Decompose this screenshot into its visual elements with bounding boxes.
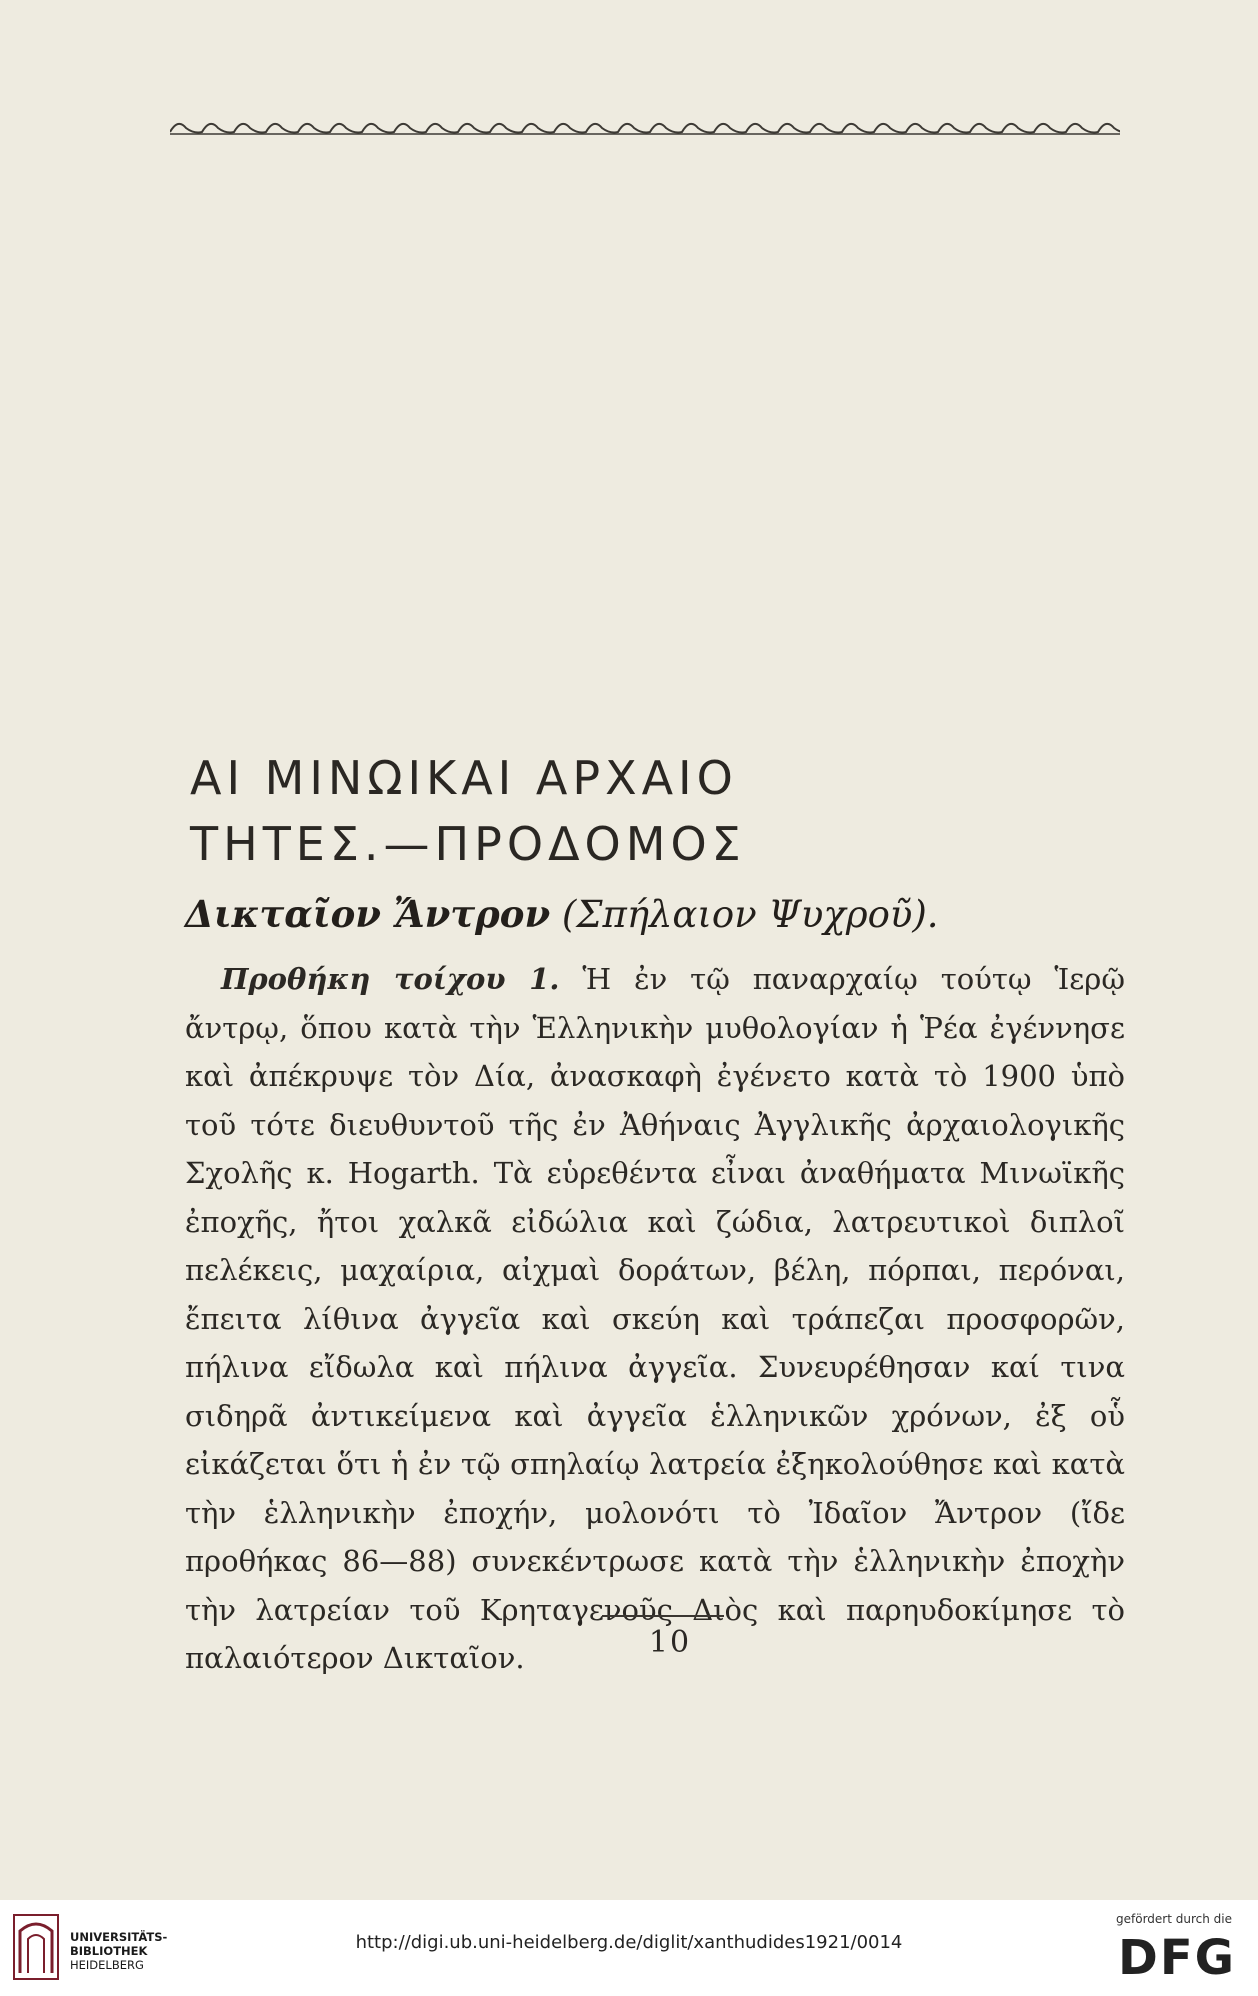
page-title xyxy=(190,745,746,877)
library-line-2: BIBLIOTHEK xyxy=(70,1944,148,1958)
library-line-3: HEIDELBERG xyxy=(70,1958,144,1972)
section-heading-rest: (Σπήλαιον Ψυχροῦ). xyxy=(550,893,939,936)
body-paragraph xyxy=(185,955,1125,1683)
library-line-1: UNIVERSITÄTS- xyxy=(70,1930,168,1944)
funding-caption: gefördert durch die xyxy=(1116,1912,1232,1926)
paragraph-text: Ἡ ἐν τῷ παναρχαίῳ τούτῳ Ἱερῷ ἄντρῳ, ὅπου κατὰ τὴν Ἑλληνικὴν μυθολογίαν ἡ Ῥέα ἐγέννησε καὶ ἀπέκρυψε τὸν Δία, ἀνασκαφὴ ἐγένετο κατὰ τὸ 1900 ὑπὸ τοῦ τότε διευθυντοῦ τῆς ἐν Ἀθήναις Ἀγγλικῆς ἀρχαιολογικῆς Σχολῆς κ. Hogarth. Τὰ εὑρεθέντα εἶναι ἀναθήματα Μινωϊκῆς ἐποχῆς, ἤτοι χαλκᾶ εἰδώλια καὶ ζώδια, λατρευτικοὶ διπλοῖ πελέκεις, μαχαίρια, αἰχμαὶ δοράτων, βέλη, πόρπαι, περόναι, ἔπειτα λίθινα ἀγγεῖα καὶ σκεύη καὶ τράπεζαι προσφορῶν, πήλινα εἴδωλα καὶ πήλινα ἀγγεῖα. Συνευρέθησαν καί τινα σιδηρᾶ ἀντικείμενα καὶ ἀγγεῖα ἑλληνικῶν χρόνων, ἐξ οὗ εἰκάζεται ὅτι ἡ ἐν τῷ σπηλαίῳ λατρεία ἐξηκολούθησε καὶ κατὰ τὴν ἑλληνικὴν ἐποχήν, μολονότι τὸ Ἰδαῖον Ἄντρον (ἴδε προθήκας 86—88) συνεκέντρωσε κατὰ τὴν ἑλληνικὴν ἐποχὴν τὴν λατρείαν τοῦ Κρηταγενοῦς Διὸς καὶ παρηυδοκίμησε τὸ παλαιότερον Δικταῖον. xyxy=(185,962,1125,1675)
section-heading xyxy=(185,892,939,936)
source-url-link[interactable]: http://digi.ub.uni-heidelberg.de/diglit/xanthudides1921/0014 xyxy=(355,1932,903,1953)
title-line-2: ΤΗΤΕΣ.—ΠΡΟΔΟΜΟΣ xyxy=(190,817,746,871)
page-number: 10 xyxy=(648,1625,692,1660)
section-heading-bold: Δικταῖον Ἄντρον xyxy=(185,892,551,936)
page-number-rule xyxy=(602,1615,724,1617)
paragraph-lead: Προθήκη τοίχου 1. xyxy=(221,962,560,996)
title-line-1: ΑΙ ΜΙΝΩΙΚΑΙ ΑΡΧΑΙΟ xyxy=(190,751,738,805)
dfg-logo: DFG xyxy=(1118,1930,1237,1986)
ornamental-border xyxy=(170,110,1120,140)
